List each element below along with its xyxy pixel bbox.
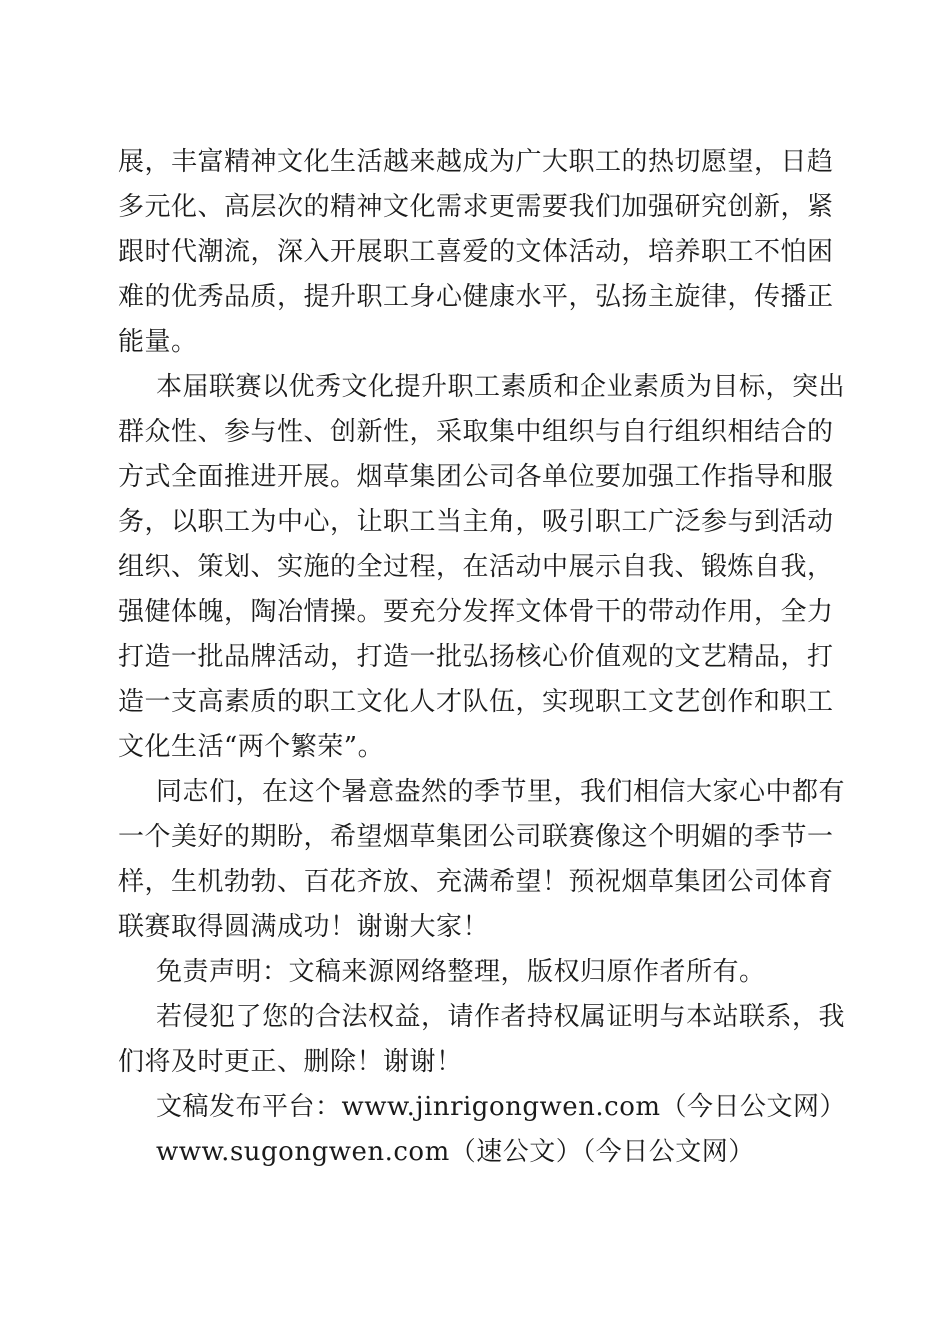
text-line: 能量。 bbox=[118, 327, 198, 357]
document-body bbox=[118, 140, 847, 1175]
text-line: 组织、策划、实施的全过程，在活动中展示自我、锻炼自我， bbox=[118, 552, 834, 582]
text-line: 造一支高素质的职工文化人才队伍，实现职工文艺创作和职工 bbox=[118, 687, 834, 717]
text-line: 样，生机勃勃、百花齐放、充满希望！预祝烟草集团公司体育 bbox=[118, 867, 834, 897]
text-line: www.sugongwen.com（速公文）（今日公文网） bbox=[156, 1137, 755, 1167]
text-line: 务，以职工为中心，让职工当主角，吸引职工广泛参与到活动 bbox=[118, 507, 834, 537]
text-line: 若侵犯了您的合法权益，请作者持权属证明与本站联系，我 bbox=[156, 1002, 846, 1032]
text-line: 群众性、参与性、创新性，采取集中组织与自行组织相结合的 bbox=[118, 417, 834, 447]
text-line: 们将及时更正、删除！谢谢！ bbox=[118, 1047, 463, 1077]
text-line: 同志们，在这个暑意盎然的季节里，我们相信大家心中都有 bbox=[156, 777, 846, 807]
text-line: 跟时代潮流，深入开展职工喜爱的文体活动，培养职工不怕困 bbox=[118, 237, 834, 267]
text-line: 文稿发布平台：www.jinrigongwen.com（今日公文网） bbox=[156, 1092, 847, 1122]
text-line: 免责声明：文稿来源网络整理，版权归原作者所有。 bbox=[156, 957, 766, 987]
text-line: 多元化、高层次的精神文化需求更需要我们加强研究创新，紧 bbox=[118, 192, 834, 222]
text-line: 联赛取得圆满成功！谢谢大家！ bbox=[118, 912, 490, 942]
text-line: 文化生活“两个繁荣”。 bbox=[118, 732, 385, 762]
text-line: 展，丰富精神文化生活越来越成为广大职工的热切愿望，日趋 bbox=[118, 147, 834, 177]
text-line: 本届联赛以优秀文化提升职工素质和企业素质为目标，突出 bbox=[156, 372, 846, 402]
text-line: 方式全面推进开展。烟草集团公司各单位要加强工作指导和服 bbox=[118, 462, 834, 492]
text-line: 打造一批品牌活动，打造一批弘扬核心价值观的文艺精品，打 bbox=[118, 642, 834, 672]
text-line: 难的优秀品质，提升职工身心健康水平，弘扬主旋律，传播正 bbox=[118, 282, 834, 312]
text-line: 一个美好的期盼，希望烟草集团公司联赛像这个明媚的季节一 bbox=[118, 822, 834, 852]
text-line: 强健体魄，陶冶情操。要充分发挥文体骨干的带动作用，全力 bbox=[118, 597, 834, 627]
